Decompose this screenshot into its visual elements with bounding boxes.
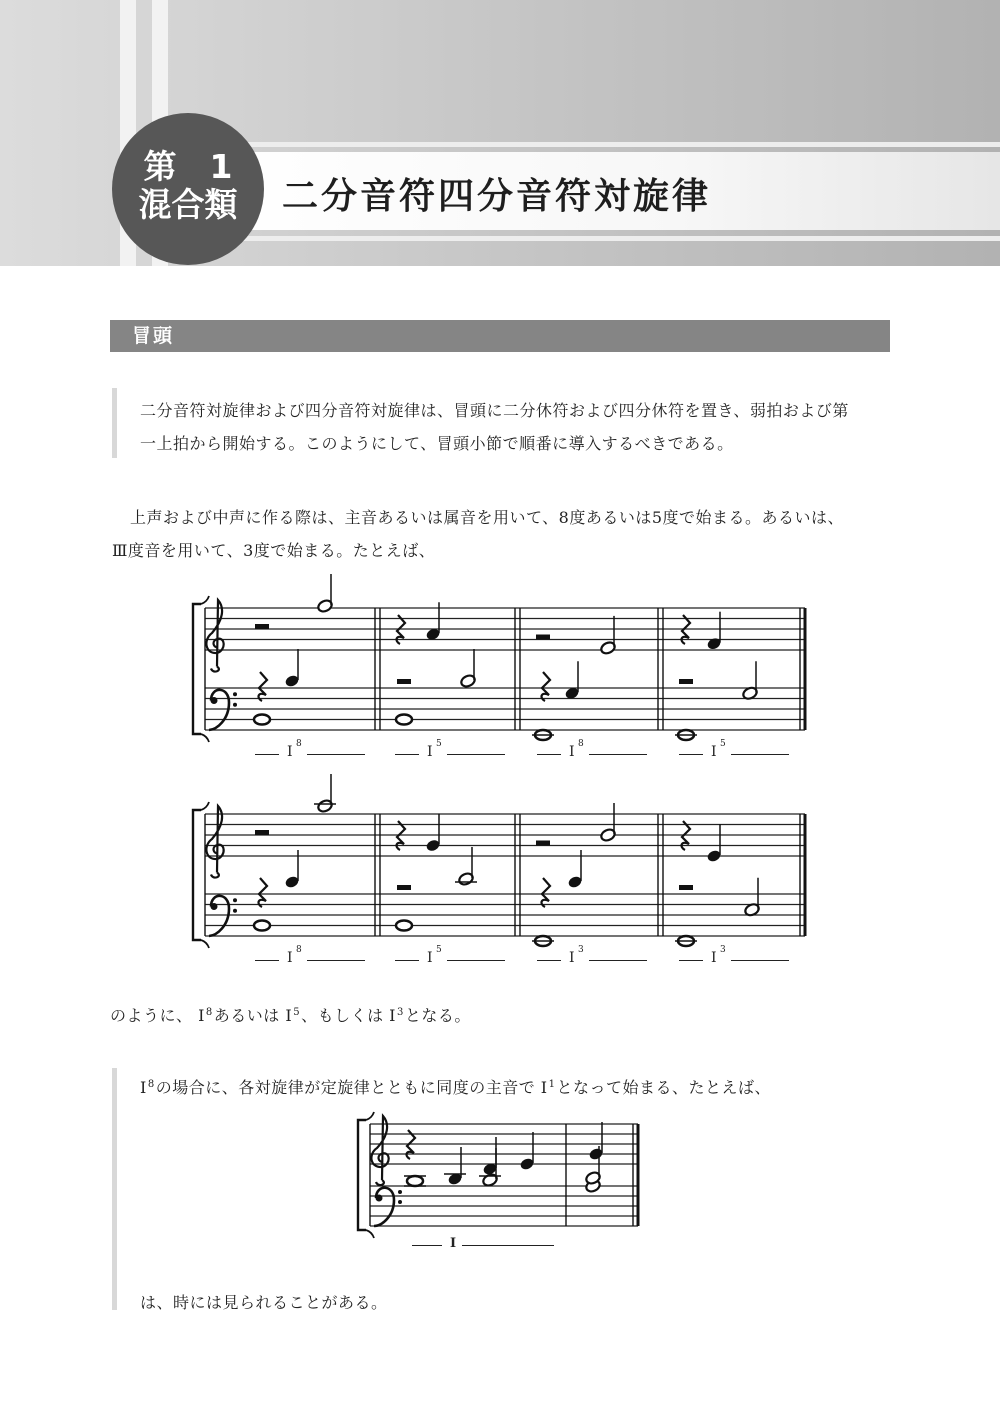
label-sup: 3 bbox=[720, 945, 726, 955]
chord-label-ex3 bbox=[412, 1236, 562, 1256]
p3-text-d: となる。 bbox=[404, 1006, 471, 1025]
label-sup: 8 bbox=[578, 739, 584, 749]
section-heading: 冒頭 bbox=[110, 320, 890, 352]
p3-text-a: のように、 I bbox=[110, 1006, 205, 1025]
p3-text-c: 、もしくは I bbox=[301, 1006, 397, 1025]
treble-clef-icon bbox=[371, 1116, 388, 1185]
label-dash bbox=[412, 1245, 442, 1246]
label-roman: I bbox=[711, 744, 717, 760]
label-roman: I bbox=[569, 744, 575, 760]
p4-sup-2: 1 bbox=[548, 1079, 556, 1090]
label-sup: 3 bbox=[578, 945, 584, 955]
paragraph-2-line-2: Ⅲ度音を用いて、3度で始まる。たとえば、 bbox=[112, 541, 436, 560]
paragraph-1-line-1: 二分音符対旋律および四分音符対旋律は、冒頭に二分休符および四分休符を置き、弱拍および第 bbox=[140, 401, 849, 420]
bass-clef-icon bbox=[374, 1188, 394, 1226]
label-roman: I bbox=[287, 744, 293, 760]
label-roman: I bbox=[569, 950, 575, 966]
label-roman: I bbox=[450, 1236, 457, 1251]
bracket-hook bbox=[366, 1230, 374, 1238]
p4-text-a: I bbox=[140, 1078, 147, 1097]
p3-text-b: あるいは I bbox=[213, 1006, 293, 1025]
label-sup: 5 bbox=[720, 739, 726, 749]
bass-clef-dot bbox=[376, 1195, 383, 1202]
bass-clef-dot bbox=[398, 1190, 402, 1194]
p4-sup-1: 8 bbox=[147, 1079, 155, 1090]
whole-note bbox=[407, 1176, 423, 1186]
label-roman: I bbox=[427, 950, 433, 966]
paragraph-1-line-2: 一上拍から開始する。このようにして、冒頭小節で順番に導入するべきである。 bbox=[140, 434, 734, 453]
system-bracket bbox=[358, 1120, 366, 1230]
badge-line-2: 混合類 bbox=[138, 185, 238, 224]
p3-sup-1: 8 bbox=[205, 1007, 213, 1018]
chapter-title: 二分音符四分音符対旋律 bbox=[282, 176, 712, 217]
p3-sup-3: 3 bbox=[397, 1007, 404, 1018]
label-roman: I bbox=[427, 744, 433, 760]
label-sup: 5 bbox=[436, 945, 442, 955]
paragraph-2-line-1: 上声および中声に作る際は、主音あるいは属音を用いて、8度あるいは5度で始まる。あるいは、 bbox=[130, 508, 845, 527]
p4-text-b: の場合に、各対旋律が定旋律とともに同度の主音で I bbox=[155, 1078, 548, 1097]
bass-clef-dot bbox=[398, 1200, 402, 1204]
label-sup: 8 bbox=[296, 945, 302, 955]
p3-sup-2: 5 bbox=[293, 1007, 301, 1018]
label-sup: 8 bbox=[296, 739, 302, 749]
badge-line-1: 第 1 bbox=[143, 147, 233, 186]
label-roman: I bbox=[711, 950, 717, 966]
p4-text-c: となって始まる、たとえば、 bbox=[556, 1078, 772, 1097]
label-line bbox=[462, 1245, 554, 1246]
bracket-hook bbox=[366, 1112, 374, 1120]
label-sup: 5 bbox=[436, 739, 442, 749]
paragraph-5: は、時には見られることがある。 bbox=[140, 1293, 388, 1312]
label-roman: I bbox=[287, 950, 293, 966]
